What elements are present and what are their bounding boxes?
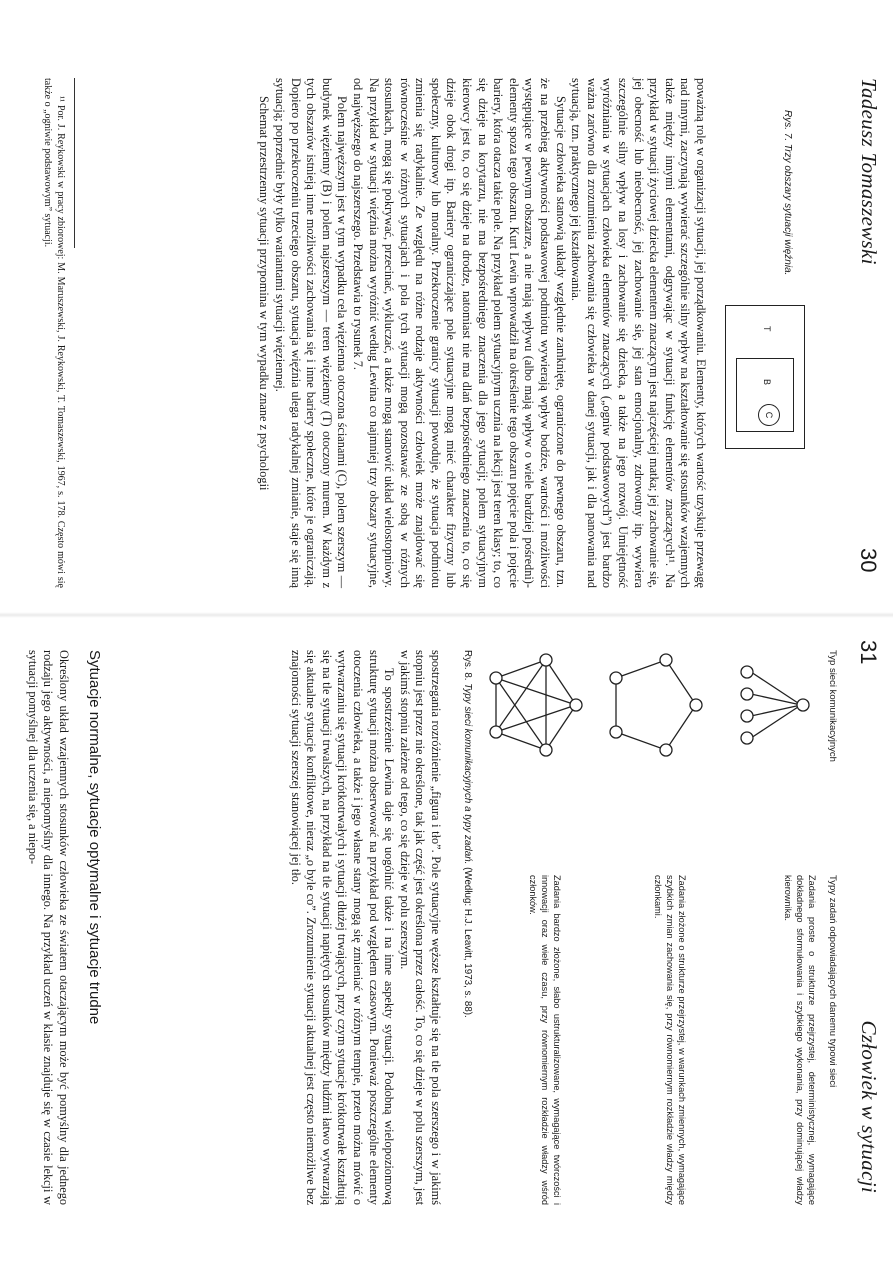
paragraph: Schemat przestrzenny sytuacji przypomina w tym wypadku znane z psychologii [257, 96, 272, 491]
figure-8-caption [462, 650, 473, 1018]
running-head-title: Człowiek w sytuacji [857, 1020, 881, 1193]
page-31-body [287, 650, 443, 1205]
paragraph: To spostrzeżenie Lewina daje się uogólnić także i na inne aspekty sytuacji. Podobną wielopoziomową strukturę sytuacji można obserwować na przykład pod względem czasowym. Ponieważ poszczególne elementy otoczenia człowieka, a także i jego własne stany mogą się zmieniać w różnym tempie, przeto można mówić o wytwarzaniu się sytuacji krótkotrwałych i sytuacji dłużej trwających, przy czym sytuacje krótkotrwałe kształtują się na tle sytuacji trwalszych, na przykład na tle sytuacji napiętych stosunków między ludźmi łatwo wytwarzają się aktualne sytuacje konfliktowe, nieraz „o byle co”. Zrozumienie sytuacji aktualnej jest często niemożliwe bez znajomości sytuacji szerszej stanowiącej jej tło. [288, 650, 397, 1205]
book-gutter [0, 612, 893, 618]
caption-prefix: Rys. 8. [462, 650, 473, 681]
caption-title: Typy sieci komunikacyjnych a typy zadań. [462, 683, 473, 865]
task-description-circle: Zadania złożone o strukturze przejrzystej, w warunkach zmiennych, wymagające szybkich zmian zachowania się, przy równomiernym rozkładzie władzy między członkami. [653, 875, 687, 1205]
footnote-divider [74, 78, 75, 248]
task-description-star: Zadania proste o strukturze przejrzystej, deterministycznej, wymagające dokładnego sformułowania i szybkiego wykonania, przy dominującej władzy kierownika. [783, 875, 817, 1205]
section-body [24, 650, 71, 1205]
footnote: ¹¹ Por. J. Reykowski w pracy zbiorowej: M. Maruszewski, J. Reykowski, T. Tomaszewski, 1967, s. 178. Często mówi się także o „ogniwie podstawowym” sytuacji. [42, 78, 66, 588]
footnotes [41, 78, 67, 588]
paragraph: Polem najwęższym jest w tym wypadku cela więzienna otoczona ścianami (C), polem szerszym — budynek więzienny (B) i polem najszerszym — teren więzienny (T) otoczony murem. W każdym z tych obszarów istnieją inne możliwości zachowania się i inne bariery społeczne, które je ograniczają. Dopiero po przekroczeniu trzeciego obszaru, sytuacja więźnia ulega radykalnej zmianie, staje się inną sytuacją; poprzednie były tylko wariantami sytuacji więziennej. [272, 78, 350, 588]
circle-network-icon [603, 650, 708, 760]
all-channel-network-icon [483, 650, 588, 760]
paragraph: Określony układ wzajemnych stosunków człowieka ze światem otaczającym może być pomyślny dla jednego rodzaju jego aktywności, a niepomyślny dla innego. Na przykład uczeń w klasie znajduje się w czasie lekcji w sytuacji pomyślnej dla uczenia się, a niepo- [25, 650, 71, 1205]
paragraph: spostrzegania rozróżnienie „figura i tło”. Pole sytuacyjne węższe kształtuje się na tle pola szerszego i w jakimś stopniu jest przez nie określone, tak jak część jest określona przez całość. To, co się dzieje w polu szerszym, jest w jakimś stopniu zależne od tego, co się dzieje w polu szerszym. [397, 650, 443, 1205]
page-31 [0, 630, 893, 1263]
area-c-circle: C [758, 404, 780, 426]
figure-7-caption: Rys. 7. Trzy obszary sytuacji więźnia. [782, 110, 793, 276]
paragraph: Sytuacje człowieka stanowią układy względnie zamknięte, ograniczone do pewnego obszaru, tzn. że na przebieg aktywności podstawowej podmiotu wywierają wpływ bodźce, wartości i możliwości występujące w pewnym obszarze, a nie mają wpływu (albo mają wpływ o wiele bardziej pośredni)-elementy spoza tego obszaru. Kurt Lewin wprowadził na określenie tego obszaru pojęcie pola i pojęcie bariery, która otacza takie pole. Na przykład polem sytuacyjnym ucznia na lekcji jest teren klasy; to, co się dzieje na korytarzu, nie ma bezpośredniego znaczenia dla jego sytuacji; polem sytuacyjnym kierowcy jest to, co się dzieje na drodze, natomiast nie ma dlań bezpośredniego znaczenia to, co się dzieje obok drogi itp. Bariery ograniczające pole sytuacyjne mogą mieć charakter fizyczny lub społeczny, kulturowy lub moralny. Przekroczenie granicy sytuacji powoduje, że sytuacja podmiotu zmienia się radykalnie. Ze względu na różne rodzaje aktywności człowiek może znajdować się równocześnie w różnych sytuacjach i pola tych sytuacji mogą pozostawać ze sobą w różnych stosunkach, mogą się pokrywać, przecinać, wykluczać, a także mogą stanowić układ wielostopniowy. Na przykład w sytuacji więźnia można wyróżnić według Lewina co najmniej trzy obszary sytuacyjne, od najwęższego do najszerszego. Przedstawia to rysunek 7. [350, 78, 568, 588]
area-b-box [736, 358, 794, 432]
page-30 [0, 0, 893, 620]
task-description-all-channel: Zadania bardzo złożone, słabo ustrukturalizowane, wymagające twórczości i innowacji oraz wiele czasu, przy równomiernym rozkładzie władzy wśród członków. [528, 875, 562, 1205]
section-heading: Sytuacje normalne, sytuacje optymalne i sytuacje trudne [86, 650, 103, 1025]
label-area-b: B [762, 379, 772, 386]
label-area-t: T [762, 326, 772, 332]
caption-source: (Według: H.J. Leavitt, 1973, s. 88). [462, 867, 473, 1018]
page-number: 31 [856, 640, 881, 665]
page-30-body [256, 78, 708, 588]
paragraph: poważną rolę w organizacji sytuacji, jej porządkowaniu. Elementy, których wartość uzyskuje przewagę nad innymi, zaczynają wywierać szczególnie silny wpływ na kształtowanie się stosunków wzajemnych także między innymi elementami, odgrywając w sytuacji funkcję elementów znaczących¹¹. Na przykład w sytuacji życiowej dziecka elementem znaczącym jest najczęściej matka; jej zachowanie się, jej obecność lub nieobecność, jej zachowanie się, jej stan emocjonalny, zdrowotny itp. wywiera szczególnie silny wpływ na losy i zachowanie się dziecka, a także na jego rozwój. Umiejętność wyróżniania w sytuacjach człowieka elementów znaczących („ogniw podstawowych”) jest bardzo ważna zarówno dla zrozumienia zachowania się człowieka w danej sytuacji, jak i dla panowania nad sytuacją, tzn. praktycznego jej kształtowania. [569, 78, 708, 588]
page-number: 30 [856, 548, 881, 573]
figure-7-prison-areas-diagram [725, 305, 805, 449]
figure-8-network-column-header: Typ sieci komunikacyjnych [827, 650, 838, 762]
star-network-icon [726, 650, 821, 760]
running-head-author: Tadeusz Tomaszewski [857, 78, 881, 265]
figure-8-tasks-column-header: Typy zadań odpowiadających danemu typowi sieci [827, 875, 838, 1088]
